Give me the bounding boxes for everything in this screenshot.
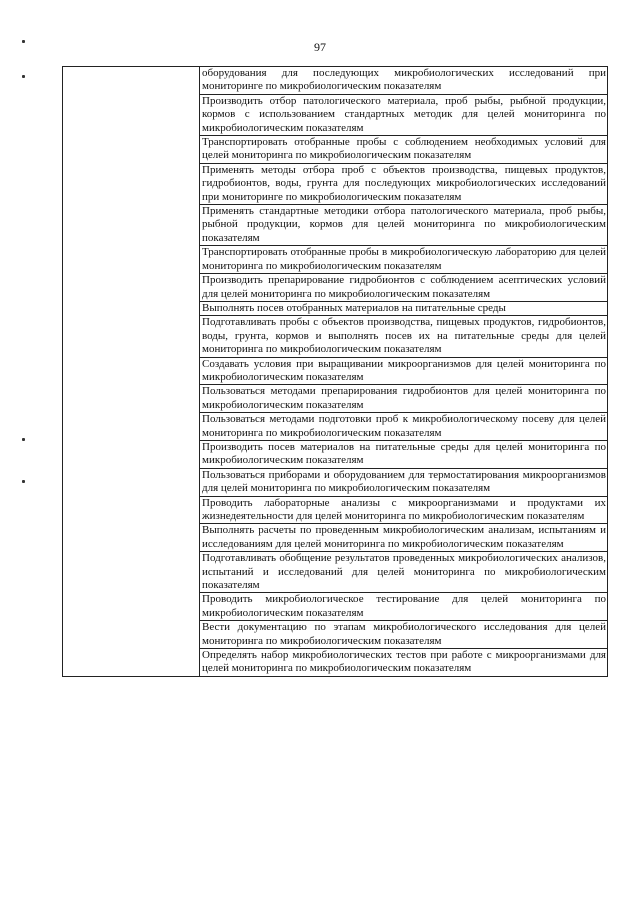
skill-cell: Применять методы отбора проб с объектов производства, пищевых продуктов, гидробионтов, воды, грунта для последующих микробиологических исследований при мониторинге по микробиологическим показателям xyxy=(200,163,608,204)
page-number: 97 xyxy=(314,40,326,54)
scan-mark xyxy=(22,480,25,483)
skill-cell: Определять набор микробиологических тестов при работе с микроорганизмами для целей мониторинга по микробиологическим показателям xyxy=(200,649,608,677)
skill-cell: Создавать условия при выращивании микроорганизмов для целей мониторинга по микробиологическим показателям xyxy=(200,357,608,385)
table-row xyxy=(63,67,608,95)
skill-cell: Транспортировать отобранные пробы с соблюдением необходимых условий для целей мониторинга по микробиологическим показателям xyxy=(200,136,608,164)
skill-cell: Пользоваться приборами и оборудованием для термостатирования микроорганизмов для целей мониторинга по микробиологическим показателям xyxy=(200,468,608,496)
scan-mark xyxy=(22,75,25,78)
scan-mark xyxy=(22,438,25,441)
scan-mark xyxy=(22,40,25,43)
skill-cell: Пользоваться методами препарирования гидробионтов для целей мониторинга по микробиологическим показателям xyxy=(200,385,608,413)
skill-cell: Производить посев материалов на питательные среды для целей мониторинга по микробиологическим показателям xyxy=(200,440,608,468)
skill-cell: Производить препарирование гидробионтов с соблюдением асептических условий для целей мониторинга по микробиологическим показателям xyxy=(200,274,608,302)
skill-cell: Производить отбор патологического материала, проб рыбы, рыбной продукции, кормов с использованием стандартных методик для целей мониторинга по микробиологическим показателям xyxy=(200,94,608,135)
skills-table xyxy=(62,66,608,677)
left-column-cell xyxy=(63,67,200,677)
skill-cell: Пользоваться методами подготовки проб к микробиологическому посеву для целей мониторинга по микробиологическим показателям xyxy=(200,413,608,441)
skill-cell: Выполнять посев отобранных материалов на питательные среды xyxy=(200,301,608,315)
skill-cell: Подготавливать обобщение результатов проведенных микробиологических анализов, испытаний и исследований для целей мониторинга по микробиологическим показателям xyxy=(200,552,608,593)
skill-cell: Выполнять расчеты по проведенным микробиологическим анализам, испытаниям и исследованиям для целей мониторинга по микробиологическим показателям xyxy=(200,524,608,552)
skill-cell: Транспортировать отобранные пробы в микробиологическую лабораторию для целей мониторинга по микробиологическим показателям xyxy=(200,246,608,274)
skill-cell: Применять стандартные методики отбора патологического материала, проб рыбы, рыбной продукции, кормов для целей мониторинга по микробиологическим показателям xyxy=(200,205,608,246)
skill-cell: оборудования для последующих микробиологических исследований при мониторинге по микробиологическим показателям xyxy=(200,67,608,95)
skill-cell: Проводить микробиологическое тестирование для целей мониторинга по микробиологическим показателям xyxy=(200,593,608,621)
skill-cell: Подготавливать пробы с объектов производства, пищевых продуктов, гидробионтов, воды, грунта, кормов и выполнять посев их на питательные среды для целей мониторинга по микробиологическим показателям xyxy=(200,316,608,357)
skill-cell: Вести документацию по этапам микробиологического исследования для целей мониторинга по микробиологическим показателям xyxy=(200,621,608,649)
skill-cell: Проводить лабораторные анализы с микроорганизмами и продуктами их жизнедеятельности для целей мониторинга по микробиологическим показателям xyxy=(200,496,608,524)
